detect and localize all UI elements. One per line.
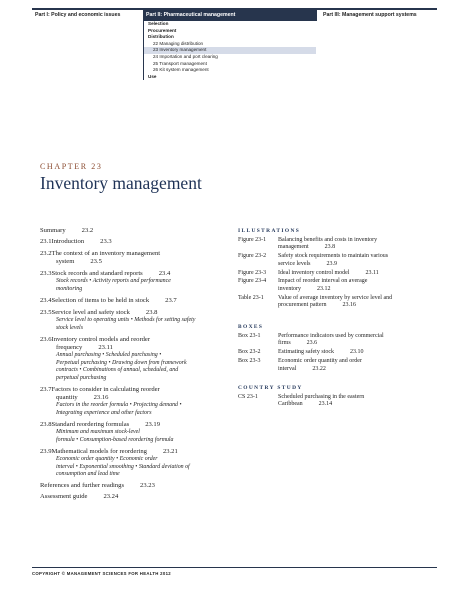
- subnav-item[interactable]: Use: [148, 73, 157, 79]
- toc-section-title: Mathematical models for reordering: [51, 448, 147, 455]
- toc-section-title: Factors to consider in calculating reorder: [51, 386, 160, 394]
- illustrations-heading: ILLUSTRATIONS: [238, 228, 301, 234]
- toc-section-number: 23.5: [40, 309, 52, 317]
- item-page-number: 23.8: [324, 244, 336, 251]
- table-of-contents: [40, 227, 238, 502]
- toc-sections: [40, 238, 238, 482]
- item-title-line: [278, 394, 438, 401]
- item-title: [278, 270, 438, 277]
- list-item[interactable]: [238, 270, 438, 277]
- part-2-tab[interactable]: Part II: Pharmaceutical management: [143, 10, 316, 21]
- item-page-number: 23.11: [365, 269, 379, 276]
- part-1-tab[interactable]: Part I: Policy and economic issues: [35, 12, 121, 18]
- illustrations-section: [238, 228, 438, 310]
- item-title: [278, 333, 438, 348]
- item-label: Figure 23-3: [238, 269, 267, 276]
- boxes-list: [238, 333, 438, 373]
- item-title: [278, 253, 438, 268]
- item-title-line: [278, 333, 438, 340]
- toc-page-number: 23.24: [103, 493, 119, 501]
- toc-subtopics: Economic order quantity • Economic order: [56, 456, 158, 463]
- item-title-text: Scheduled purchasing in the eastern: [278, 393, 365, 400]
- item-title-line: [278, 237, 438, 244]
- item-title-line: [278, 349, 438, 356]
- toc-subtopics: Perpetual purchasing • Drawing down from framework: [56, 359, 187, 366]
- toc-assessment[interactable]: [40, 493, 238, 501]
- item-title-line: [278, 244, 438, 251]
- subnav-item[interactable]: 23 Inventory management: [144, 47, 316, 54]
- toc-subtopics: Factors in the reorder formula • Projecting demand •: [56, 402, 182, 409]
- toc-section-line: [40, 336, 238, 344]
- toc-section[interactable]: [40, 270, 238, 293]
- toc-section-title: Selection of items to be held in stock: [51, 297, 150, 305]
- subnav-item[interactable]: 25 Transport management: [153, 60, 207, 66]
- item-title-line: [278, 358, 438, 365]
- toc-page-number: 23.19: [145, 421, 161, 429]
- toc-section-title: Standard reordering formulas: [51, 421, 130, 429]
- toc-summary-label: Summary: [40, 227, 66, 234]
- toc-section-title: Stock records and standard reports: [51, 270, 143, 278]
- item-title-text: Caribbean: [278, 401, 303, 408]
- toc-section-number: 23.7: [40, 386, 52, 394]
- item-title-text: Safety stock requirements to maintain various: [278, 253, 389, 260]
- item-title-text: management: [278, 244, 309, 251]
- item-page-number: 23.6: [306, 340, 318, 347]
- toc-page-number: 23.11: [98, 344, 113, 352]
- subnav-item[interactable]: Distribution: [148, 34, 174, 40]
- toc-page-number: 23.7: [165, 297, 177, 305]
- toc-section[interactable]: [40, 421, 238, 444]
- toc-section-line: [40, 386, 238, 394]
- toc-section-line: [40, 421, 238, 429]
- item-label: Table 23-1: [238, 294, 264, 301]
- toc-summary[interactable]: [40, 227, 238, 235]
- chapter-number: CHAPTER 23: [40, 162, 103, 171]
- toc-subtopics: perpetual purchasing: [56, 374, 107, 381]
- toc-section[interactable]: [40, 309, 238, 332]
- item-title-text: service levels: [278, 260, 311, 267]
- item-title-text: Balancing benefits and costs in inventory: [278, 236, 378, 243]
- item-page-number: 23.10: [350, 349, 364, 356]
- item-title-line: [278, 278, 438, 285]
- item-title-line: [278, 340, 438, 347]
- toc-page-number: 23.23: [140, 482, 155, 490]
- list-item[interactable]: [238, 394, 438, 409]
- item-title-text: Ideal inventory control model: [278, 269, 350, 276]
- subnav-item[interactable]: 26 Kit system management: [153, 67, 209, 73]
- toc-subtopics: stock levels: [56, 324, 83, 331]
- toc-section[interactable]: [40, 250, 238, 266]
- toc-section-line: [40, 238, 238, 246]
- item-title-text: Estimating safety stock: [278, 349, 334, 356]
- item-title-line: [278, 295, 438, 302]
- list-item[interactable]: [238, 333, 438, 348]
- toc-page-number: 23.8: [145, 309, 158, 317]
- item-label: Box 23-1: [238, 332, 261, 339]
- chapter-subnav: [143, 21, 316, 80]
- item-title-text: firms: [278, 340, 291, 347]
- item-label: Box 23-3: [238, 358, 261, 365]
- copyright-footer: COPYRIGHT © MANAGEMENT SCIENCES FOR HEALTH 2012: [32, 567, 437, 576]
- item-title: [278, 358, 438, 373]
- toc-section[interactable]: [40, 336, 238, 382]
- item-title-line: [278, 401, 438, 408]
- toc-section-line: [40, 250, 238, 258]
- item-title-line: [278, 270, 438, 277]
- toc-section-number: 23.2: [40, 250, 52, 258]
- toc-section-line: [40, 258, 238, 266]
- illustrations-list: [238, 237, 438, 310]
- toc-subtopics: Minimum and maximum stock-level: [56, 429, 140, 436]
- toc-section-number: 23.6: [40, 336, 52, 344]
- item-label: Box 23-2: [238, 349, 261, 356]
- toc-section[interactable]: [40, 297, 238, 305]
- item-title-line: [278, 286, 438, 293]
- subnav-item[interactable]: 22 Managing distribution: [153, 40, 204, 46]
- list-item[interactable]: [238, 278, 438, 293]
- item-label: Figure 23-2: [238, 253, 267, 260]
- toc-page-number: 23.4: [158, 270, 171, 278]
- toc-section-title: Inventory control models and reorder: [51, 336, 151, 344]
- item-title-text: inventory: [278, 285, 301, 292]
- toc-section-line: [40, 344, 238, 352]
- toc-section-title: Service level and safety stock: [51, 309, 130, 317]
- toc-section-number: 23.9: [40, 448, 52, 455]
- toc-subtopics: contracts • Combinations of annual, scheduled, and: [56, 367, 179, 374]
- item-label: Figure 23-1: [238, 236, 267, 243]
- toc-page-number: 23.5: [90, 258, 102, 266]
- toc-page-number: 23.16: [93, 394, 109, 402]
- country-study-section: [238, 385, 438, 409]
- item-page-number: 23.9: [326, 260, 337, 267]
- toc-section-number: 23.1: [40, 238, 52, 246]
- subnav-item[interactable]: Selection: [148, 21, 169, 26]
- toc-section-number: 23.8: [40, 421, 52, 429]
- list-item[interactable]: [238, 253, 438, 268]
- toc-subtopics: monitoring: [56, 285, 83, 292]
- item-title: [278, 237, 438, 252]
- boxes-heading: BOXES: [238, 324, 264, 330]
- item-title: [278, 278, 438, 293]
- item-page-number: 23.22: [312, 365, 326, 372]
- list-item[interactable]: [238, 349, 438, 356]
- item-title-line: [278, 253, 438, 260]
- toc-page-number: 23.21: [162, 448, 178, 455]
- boxes-section: [238, 324, 438, 373]
- toc-section-title: Introduction: [51, 238, 85, 246]
- item-title: [278, 295, 438, 310]
- page-title: Inventory management: [40, 173, 202, 193]
- item-title-text: Performance indicators used by commercial: [278, 332, 384, 339]
- toc-section[interactable]: [40, 238, 238, 246]
- toc-section-number: 23.4: [40, 297, 52, 305]
- toc-subtopics: formula • Consumption-based reordering formula: [56, 436, 174, 443]
- toc-page-number: 23.3: [100, 238, 112, 246]
- toc-subtopics: Annual purchasing • Scheduled purchasing •: [56, 352, 162, 359]
- toc-subtopics: Stock records • Activity reports and performance: [56, 278, 171, 285]
- list-item[interactable]: [238, 237, 438, 252]
- toc-section-title: The context of an inventory management: [51, 250, 161, 258]
- subnav-item[interactable]: 24 Importation and port clearing: [153, 53, 218, 59]
- item-page-number: 23.14: [318, 401, 333, 408]
- item-title-text: Value of average inventory by service level and: [278, 294, 393, 301]
- item-label: CS 23-1: [238, 393, 258, 400]
- toc-page-number: 23.2: [81, 227, 94, 234]
- toc-section-title: system: [56, 258, 75, 266]
- toc-subtopics: Integrating experience and other factors: [56, 409, 152, 416]
- item-title-text: Impact of reorder interval on average: [278, 278, 368, 285]
- toc-section[interactable]: [40, 386, 238, 417]
- item-title: [278, 349, 438, 356]
- item-title-line: [278, 302, 438, 309]
- toc-section-line: [40, 297, 238, 305]
- item-title-text: interval: [278, 365, 297, 372]
- toc-subtopics: interval • Exponential smoothing • Standard deviation of: [56, 463, 190, 470]
- item-title-text: procurement pattern: [278, 302, 327, 309]
- toc-references-label: References and further readings: [40, 482, 125, 490]
- item-title-text: Economic order quantity and order: [278, 358, 362, 365]
- item-page-number: 23.12: [317, 285, 331, 292]
- item-label: Figure 23-4: [238, 278, 267, 285]
- toc-section-line: [40, 448, 238, 456]
- country-study-heading: COUNTRY STUDY: [238, 385, 303, 391]
- part-3-tab[interactable]: Part III: Management support systems: [316, 10, 437, 21]
- toc-section[interactable]: [40, 448, 238, 478]
- toc-references[interactable]: [40, 482, 238, 490]
- list-item[interactable]: [238, 358, 438, 373]
- toc-assessment-label: Assessment guide: [40, 493, 88, 501]
- country-study-list: [238, 394, 438, 409]
- subnav-item[interactable]: Procurement: [148, 27, 177, 33]
- item-title-line: [278, 366, 438, 373]
- item-page-number: 23.16: [342, 302, 356, 309]
- part-navigation-bar: [32, 8, 437, 21]
- toc-subtopics: Service level to operating units • Methods for setting safety: [56, 317, 196, 324]
- toc-section-title: frequency: [56, 344, 83, 352]
- item-title: [278, 394, 438, 409]
- list-item[interactable]: [238, 295, 438, 310]
- toc-section-number: 23.3: [40, 270, 52, 278]
- toc-subtopics: consumption and lead time: [56, 470, 120, 477]
- item-title-line: [278, 261, 438, 268]
- toc-section-title: quantity: [56, 394, 78, 402]
